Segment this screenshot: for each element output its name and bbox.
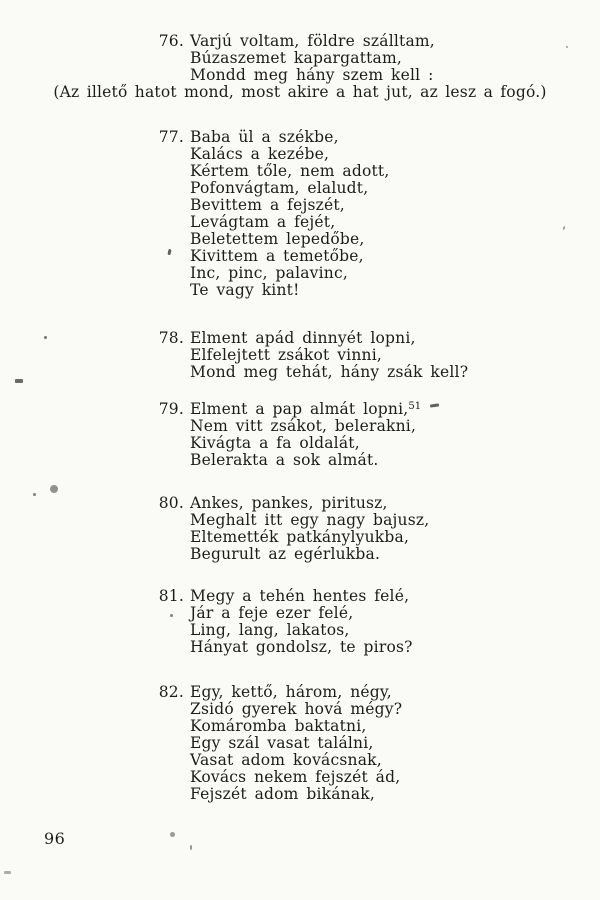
verse-line: Te vagy kint! <box>190 281 300 299</box>
verse-line: Kivittem a temetőbe, <box>190 247 364 265</box>
verse-line: Belerakta a sok almát. <box>190 451 379 469</box>
verse-79 <box>158 401 421 469</box>
ink-speck <box>15 379 23 383</box>
ink-speck <box>4 871 11 874</box>
verse-77 <box>158 129 389 299</box>
verse-line: Elment apád dinnyét lopni, <box>190 329 416 347</box>
verse-line: Egy, kettő, három, négy, <box>190 683 392 701</box>
verse-line: Zsidó gyerek hová mégy? <box>190 700 403 718</box>
verse-line: Levágtam a fejét, <box>190 213 336 231</box>
verse-line: Ankes, pankes, piritusz, <box>190 494 388 512</box>
verse-number: 80. <box>158 494 184 512</box>
verse-number: 77. <box>158 128 184 146</box>
ink-speck <box>44 336 47 339</box>
verse-line: Mondd meg hány szem kell : <box>190 66 434 84</box>
verse-line: Egy szál vasat találni, <box>190 734 374 752</box>
verse-line: Varjú voltam, földre szálltam, <box>190 32 435 50</box>
footnote-marker: 51 <box>408 401 422 412</box>
verse-line: Beletettem lepedőbe, <box>190 230 365 248</box>
verse-line: Megy a tehén hentes felé, <box>190 587 410 605</box>
verse-line: Inc, pinc, palavinc, <box>190 264 348 282</box>
verse-line: Bevittem a fejszét, <box>190 196 345 214</box>
ink-speck <box>430 403 439 407</box>
verse-line: Vasat adom kovácsnak, <box>190 751 382 769</box>
verse-line: Elfelejtett zsákot vinni, <box>190 346 382 364</box>
ink-speck <box>33 493 36 496</box>
verse-line: Baba ül a székbe, <box>190 128 339 146</box>
verse-line: Eltemették patkánylyukba, <box>190 528 410 546</box>
verse-line: Nem vitt zsákot, belerakni, <box>190 417 417 435</box>
verse-line: Fejszét adom bikának, <box>190 785 375 803</box>
ink-speck <box>50 485 58 493</box>
verse-line-text: Elment a pap almát lopni, <box>190 400 409 418</box>
ink-speck <box>170 614 173 617</box>
verse-80 <box>158 495 429 563</box>
verse-line: Ling, lang, lakatos, <box>190 621 350 639</box>
verse-line: Kovács nekem fejszét ád, <box>190 768 401 786</box>
ink-speck <box>170 832 175 837</box>
verse-note: (Az illető hatot mond, most akire a hat jut, az lesz a fogó.) <box>53 83 547 101</box>
ink-speck <box>562 226 565 230</box>
verse-line <box>190 401 421 418</box>
ink-speck <box>190 845 192 850</box>
verse-number: 82. <box>158 683 184 701</box>
verse-line: Meghalt itt egy nagy bajusz, <box>190 511 430 529</box>
verse-82 <box>158 684 402 803</box>
verse-line: Kalács a kezébe, <box>190 145 330 163</box>
verse-number: 81. <box>158 587 184 605</box>
verse-line: Kivágta a fa oldalát, <box>190 434 360 452</box>
verse-line: Kértem tőle, nem adott, <box>190 162 390 180</box>
verse-line: Mond meg tehát, hány zsák kell? <box>190 363 469 381</box>
verse-line: Pofonvágtam, elaludt, <box>190 179 369 197</box>
verse-78 <box>158 330 468 381</box>
verse-line: Búzaszemet kapargattam, <box>190 49 403 67</box>
verse-76 <box>158 33 435 84</box>
verse-line: Komáromba baktatni, <box>190 717 367 735</box>
verse-line: Hányat gondolsz, te piros? <box>190 638 413 656</box>
ink-speck <box>566 46 568 48</box>
verse-81 <box>158 588 413 656</box>
verse-number: 78. <box>158 329 184 347</box>
verse-line: Jár a feje ezer felé, <box>190 604 354 622</box>
verse-number: 76. <box>158 32 184 50</box>
verse-number: 79. <box>158 400 184 418</box>
verse-line: Begurult az egérlukba. <box>190 545 381 563</box>
page-number: 96 <box>44 829 66 848</box>
